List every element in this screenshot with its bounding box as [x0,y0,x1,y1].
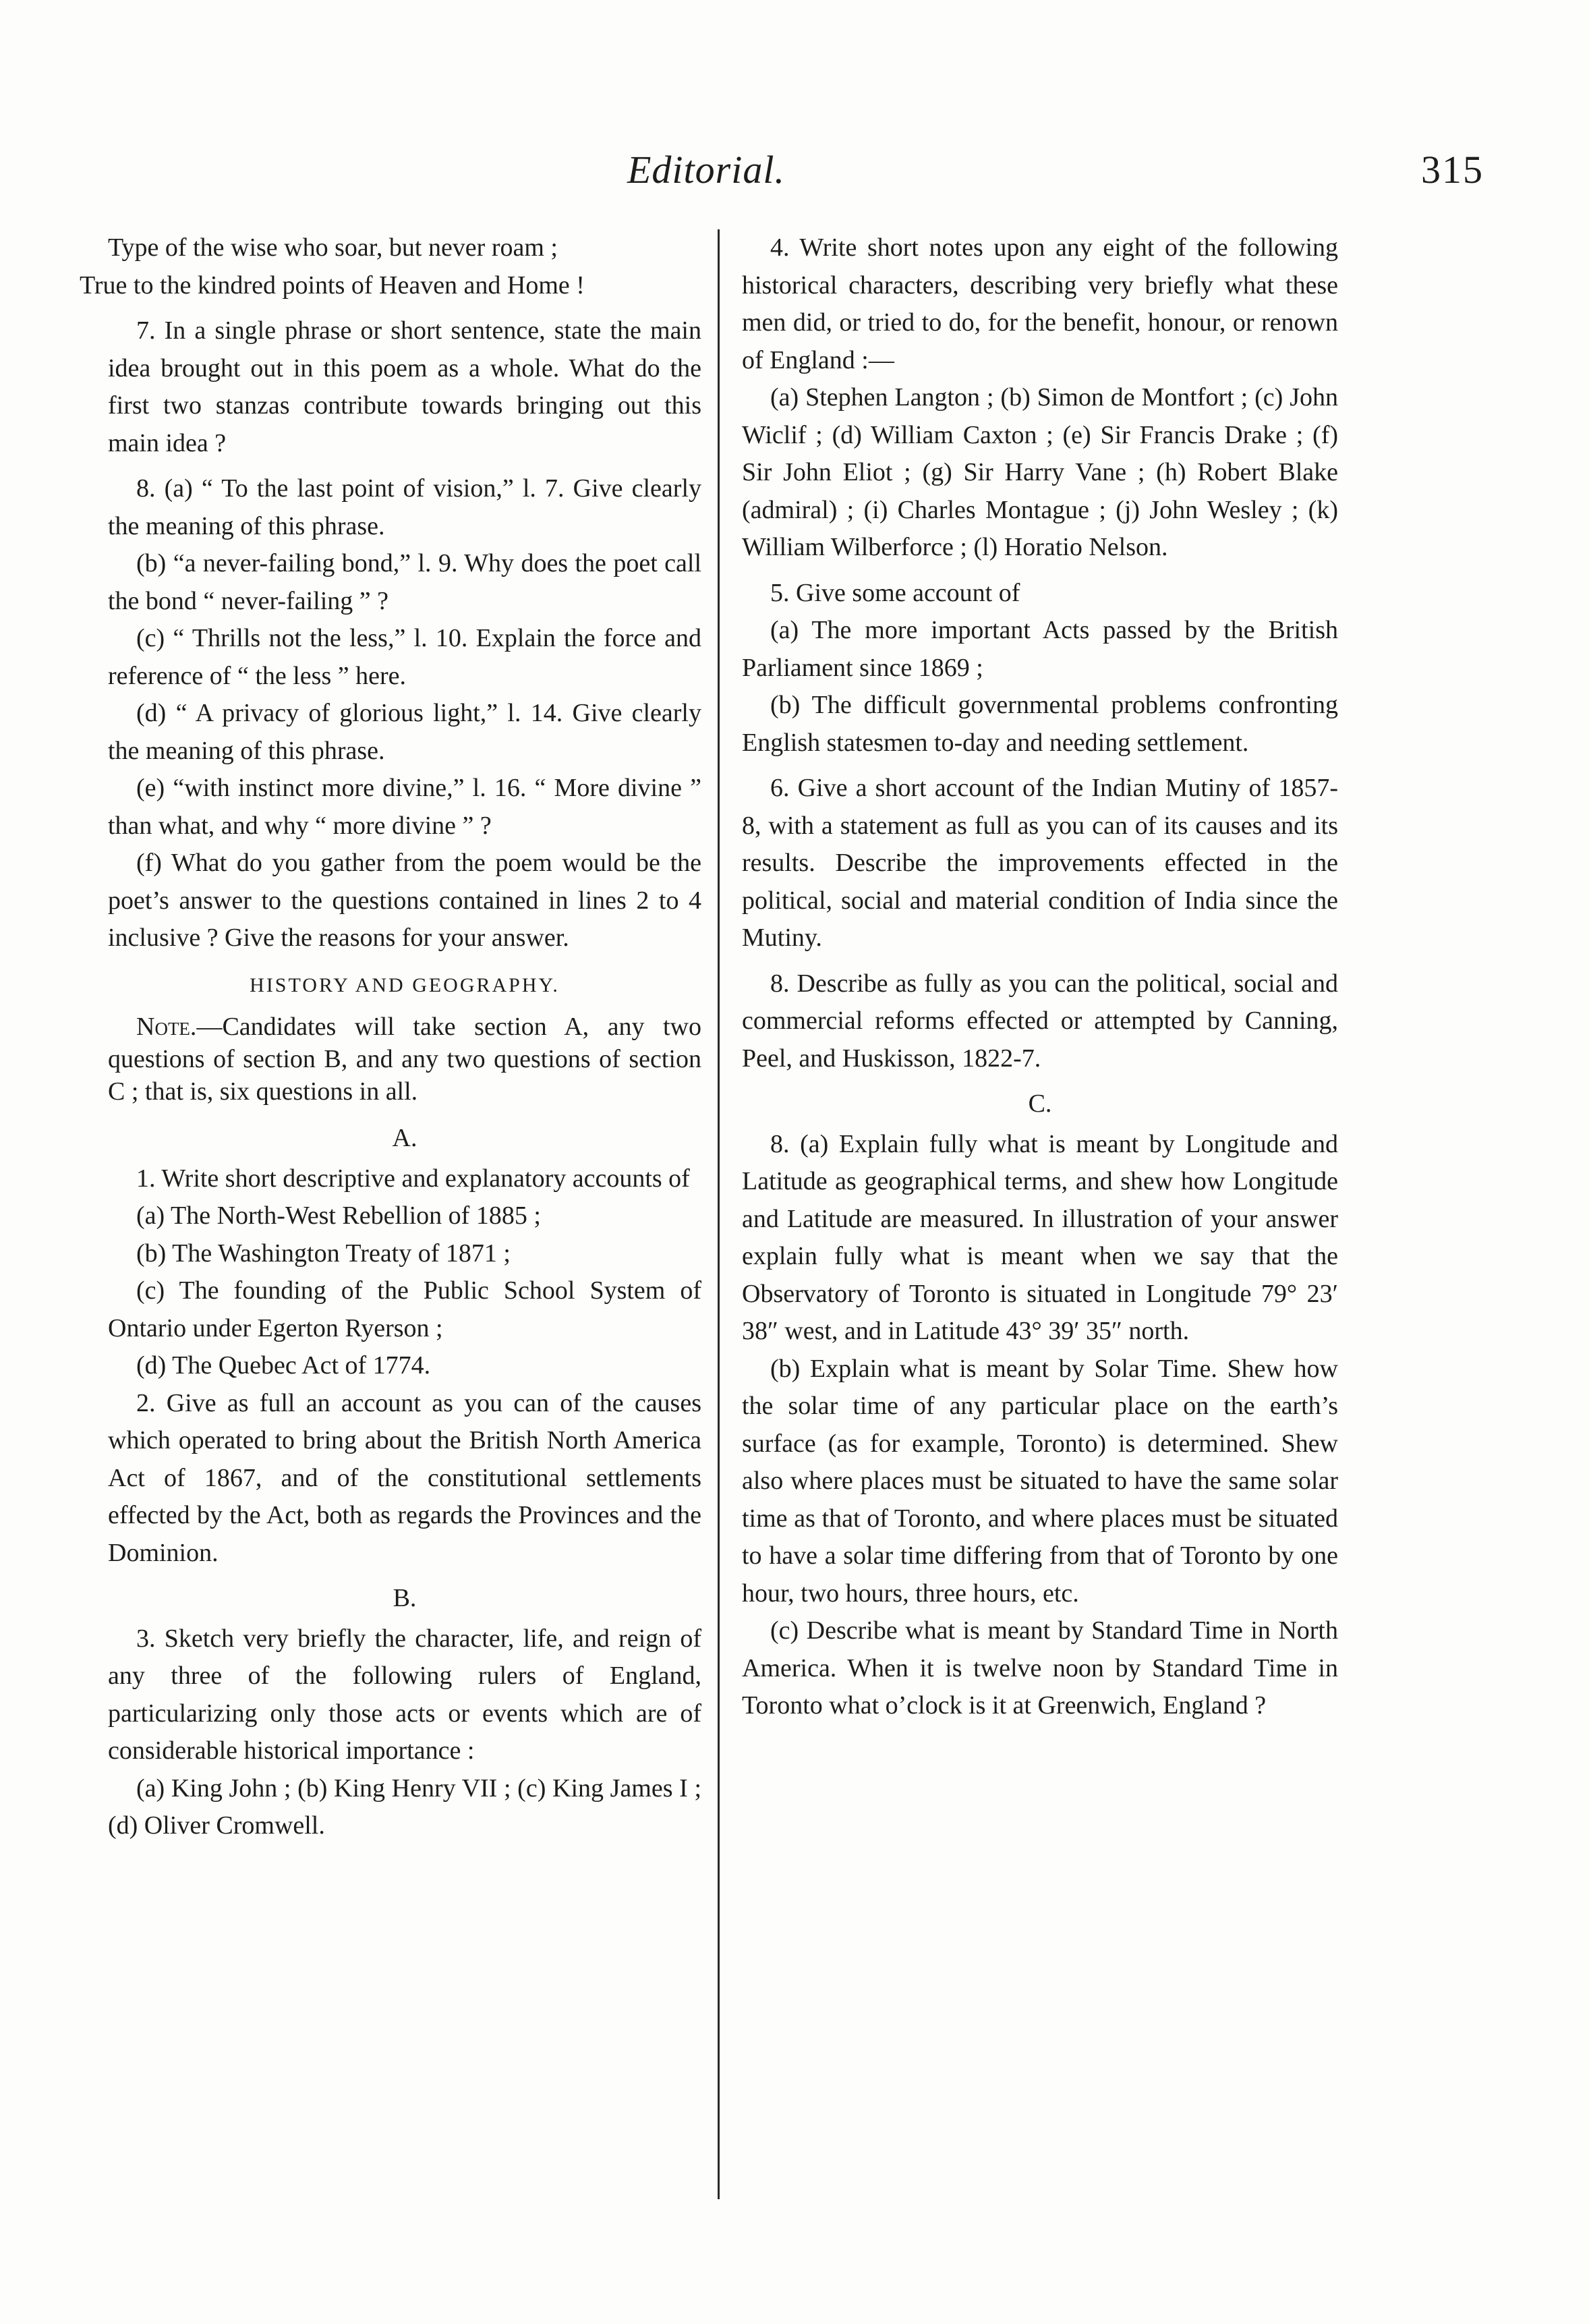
poem-line: True to the kindred points of Heaven and Home ! [80,271,585,300]
running-title: Editorial. [627,148,785,192]
poem-line: Type of the wise who soar, but never roam ; [108,233,558,262]
question-1d: (d) The Quebec Act of 1774. [136,1351,431,1380]
question-8b: (b) “a never-failing bond,” l. 9. Why does the poet call the bond “ never-failing ” ? [108,549,701,615]
section-a-label: A. [392,1124,417,1152]
question-1: 1. Write short descriptive and explanatory accounts of [136,1164,690,1193]
question-3: 3. Sketch very briefly the character, life, and reign of any three of the following rulers of England, particularizing only those acts or events which are of considerable historical importance : [108,1624,701,1765]
section-note [108,1011,701,1108]
question-4-list: (a) Stephen Langton ; (b) Simon de Montfort ; (c) John Wiclif ; (d) William Caxton ; (e) Sir Francis Drake ; (f) Sir John Eliot ; (g) Sir Harry Vane ; (h) Robert Blake (admiral) ; (i) Charles Montague ; (j) John Wesley ; (k) William Wilberforce ; (l) Horatio Nelson. [742,383,1338,561]
left-column [80,229,701,1853]
question-8b-geography: (b) Explain what is meant by Solar Time. Shew how the solar time of any particular place on the earth’s surface (as for example, Toronto) is determined. Shew also where places must be situated to have the same solar time as that of Toronto, and where places must be situated to have a solar time differing from that of Toronto by one hour, two hours, three hours, etc. [742,1354,1338,1608]
question-5: 5. Give some account of [770,578,1020,607]
page-number: 315 [1421,148,1484,192]
question-8d: (d) “ A privacy of glorious light,” l. 14. Give clearly the meaning of this phrase. [108,699,701,765]
question-1a: (a) The North-West Rebellion of 1885 ; [136,1201,541,1230]
section-heading: HISTORY AND GEOGRAPHY. [250,973,560,996]
question-5b: (b) The difficult governmental problems confronting English statesmen to-day and needing settlement. [742,691,1338,757]
question-8a-geography: 8. (a) Explain fully what is meant by Longitude and Latitude as geographical terms, and shew how Longitude and Latitude are measured. In illustration of your answer explain fully what is meant when we say that the Observatory of Toronto is situated in Longitude 79° 23′ 38″ west, and in Latitude 43° 39′ 35″ north. [742,1129,1338,1345]
question-8c-geography: (c) Describe what is meant by Standard Time in North America. When it is twelve noon by Standard Time in Toronto what o’clock is it at Greenwich, England ? [742,1616,1338,1720]
note-label: Note. [136,1013,197,1041]
question-8: 8. Describe as fully as you can the political, social and commercial reforms effected or attempted by Canning, Peel, and Huskisson, 1822-7. [742,969,1338,1073]
question-8e: (e) “with instinct more divine,” l. 16. “ More divine ” than what, and why “ more divine ” ? [108,774,701,840]
question-3-list: (a) King John ; (b) King Henry VII ; (c) King James I ; (d) Oliver Cromwell. [108,1774,701,1840]
question-4: 4. Write short notes upon any eight of the following historical characters, describing very briefly what these men did, or tried to do, for the benefit, honour, or renown of England :— [742,233,1338,374]
right-column [742,229,1338,1733]
question-2: 2. Give as full an account as you can of the causes which operated to bring about the British North America Act of 1867, and of the constitutional settlements effected by the Act, both as regards the Provinces and the Dominion. [108,1388,701,1567]
question-5a: (a) The more important Acts passed by the British Parliament since 1869 ; [742,616,1338,682]
question-6: 6. Give a short account of the Indian Mutiny of 1857-8, with a statement as full as you can of its causes and its results. Describe the improvements effected in the political, social and material condition of India since the Mutiny. [742,774,1338,952]
question-1b: (b) The Washington Treaty of 1871 ; [136,1239,511,1268]
section-c-label: C. [1028,1089,1052,1118]
question-7: 7. In a single phrase or short sentence, state the main idea brought out in this poem as a whole. What do the first two stanzas contribute towards bringing out this main idea ? [108,316,701,457]
question-8f: (f) What do you gather from the poem would be the poet’s answer to the questions contained in lines 2 to 4 inclusive ? Give the reasons for your answer. [108,849,701,952]
section-b-label: B. [393,1584,417,1612]
column-divider [718,229,720,2199]
question-8c: (c) “ Thrills not the less,” l. 10. Explain the force and reference of “ the less ” here. [108,624,701,690]
question-1c: (c) The founding of the Public School System of Ontario under Egerton Ryerson ; [108,1276,701,1342]
page-header [108,147,1484,208]
note-text: —Candidates will take section A, any two questions of section B, and any two questions of section C ; that is, six questions in all. [108,1013,701,1106]
question-8a: 8. (a) “ To the last point of vision,” l. 7. Give clearly the meaning of this phrase. [108,474,701,540]
